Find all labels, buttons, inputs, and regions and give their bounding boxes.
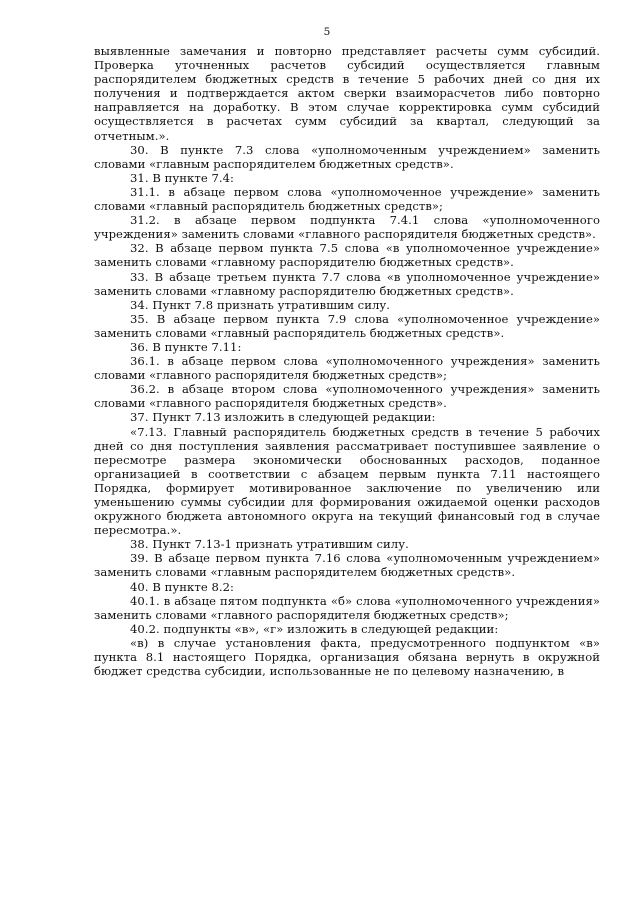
paragraph: 35. В абзаце первом пункта 7.9 слова «уполномоченное учреждение» заменить словами «главный распорядитель бюджетных средств». <box>94 311 600 340</box>
paragraph: 39. В абзаце первом пункта 7.16 слова «уполномоченным учреждением» заменить словами «главным распорядителем бюджетных средств». <box>94 551 600 580</box>
paragraph: 31.2. в абзаце первом подпункта 7.4.1 слова «уполномоченного учреждения» заменить словами «главного распорядителя бюджетных средств». <box>94 213 600 242</box>
paragraph: «7.13. Главный распорядитель бюджетных средств в течение 5 рабочих дней со дня поступления заявления рассматривает поступившее заявление о пересмотре размера экономически обоснованных расходов, поданное организацией в соответствии с абзацем первым пункта 7.11 настоящего Порядка, формирует мотивированное заключение по увеличению или уменьшению суммы субсидии для формирования ожидаемой оценки расходов окружного бюджета автономного округа на текущий финансовый год в случае пересмотра.». <box>94 424 600 538</box>
paragraph: выявленные замечания и повторно представляет расчеты сумм субсидий. Проверка уточненных расчетов субсидий осуществляется главным распорядителем бюджетных средств в течение 5 рабочих дней со дня их получения и подтверждается актом сверки взаиморасчетов либо повторно направляется на доработку. В этом случае корректировка сумм субсидий осуществляется в расчетах сумм субсидий за квартал, следующий за отчетным.». <box>94 44 600 143</box>
paragraph: 36. В пункте 7.11: <box>130 339 242 354</box>
paragraph: 30. В пункте 7.3 слова «уполномоченным учреждением» заменить словами «главным распорядителем бюджетных средств». <box>94 142 600 171</box>
paragraph: 36.2. в абзаце втором слова «уполномоченного учреждения» заменить словами «главного распорядителя бюджетных средств». <box>94 382 600 411</box>
paragraph: 31. В пункте 7.4: <box>130 170 235 185</box>
page-number: 5 <box>323 26 331 38</box>
paragraph: 37. Пункт 7.13 изложить в следующей редакции: <box>130 410 436 425</box>
paragraph: «в) в случае установления факта, предусмотренного подпунктом «в» пункта 8.1 настоящего Порядка, организация обязана вернуть в окружной бюджет средства субсидии, использованные не по целевому назначению, в <box>94 635 600 679</box>
paragraph: 40. В пункте 8.2: <box>130 579 235 594</box>
paragraph: 36.1. в абзаце первом слова «уполномоченного учреждения» заменить словами «главного распорядителя бюджетных средств»; <box>94 354 600 383</box>
paragraph: 33. В абзаце третьем пункта 7.7 слова «в уполномоченное учреждение» заменить словами «главному распорядителю бюджетных средств». <box>94 269 600 298</box>
paragraph: 38. Пункт 7.13-1 признать утратившим силу. <box>130 537 409 552</box>
paragraph: 32. В абзаце первом пункта 7.5 слова «в уполномоченное учреждение» заменить словами «главному распорядителю бюджетных средств». <box>94 241 600 270</box>
paragraph: 40.2. подпункты «в», «г» изложить в следующей редакции: <box>130 621 499 636</box>
paragraph: 31.1. в абзаце первом слова «уполномоченное учреждение» заменить словами «главный распорядитель бюджетных средств»; <box>94 184 600 214</box>
paragraph: 34. Пункт 7.8 признать утратившим силу. <box>130 297 390 312</box>
paragraph: 40.1. в абзаце пятом подпункта «б» слова «уполномоченного учреждения» заменить словами «главного распорядителя бюджетных средств»; <box>94 593 600 622</box>
